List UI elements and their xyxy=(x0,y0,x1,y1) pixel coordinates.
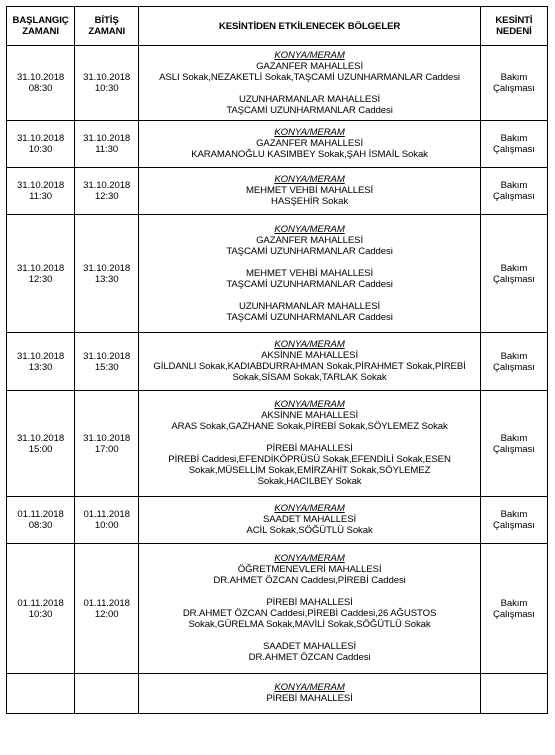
start-time-cell-line: 13:30 xyxy=(28,361,53,373)
end-time-cell-line: 11:30 xyxy=(95,144,119,155)
header-end-line2: ZAMANI xyxy=(88,26,126,37)
start-time-cell xyxy=(7,46,75,121)
region-line: AKSİNNE MAHALLESİ xyxy=(261,350,359,361)
end-time-cell-line: 31.10.2018 xyxy=(83,133,131,144)
header-reason-line1: KESİNTİ xyxy=(495,15,533,26)
start-time-cell xyxy=(7,121,75,168)
reason-cell xyxy=(480,544,547,674)
city-district-label: KONYA/MERAM xyxy=(274,174,345,185)
region-line: ASLI Sokak,NEZAKETLİ Sokak,TAŞCAMİ UZUNHARMANLAR Caddesi xyxy=(159,71,460,83)
city-district-label: KONYA/MERAM xyxy=(274,399,345,410)
region-line: TAŞCAMİ UZUNHARMANLAR Caddesi xyxy=(226,245,393,257)
affected-regions-cell xyxy=(139,544,481,674)
end-time-cell-line: 31.10.2018 xyxy=(83,262,131,274)
table-row xyxy=(7,121,548,168)
city-district-label: KONYA/MERAM xyxy=(274,503,345,514)
region-line: GİLDANLI Sokak,KADIABDURRAHMAN Sokak,PİRAHMET Sokak,PİREBİ xyxy=(153,361,466,372)
end-time-cell-line: 15:30 xyxy=(94,361,119,373)
region-line: ÖĞRETMENEVLERİ MAHALLESİ xyxy=(237,564,382,575)
region-line: MEHMET VEHBİ MAHALLESİ xyxy=(245,267,374,279)
region-line: HASŞEHİR Sokak xyxy=(271,196,349,207)
start-time-cell-line: 31.10.2018 xyxy=(17,350,65,362)
region-line: AKSİNNE MAHALLESİ xyxy=(261,410,359,421)
region-line: ARAS Sokak,GAZHANE Sokak,PİREBİ Sokak,SÖYLEMEZ Sokak xyxy=(171,421,448,432)
affected-regions-cell xyxy=(139,333,481,391)
region-line: PİREBİ Caddesi,EFENDİKÖPRÜSÜ Sokak,EFENDİLİ Sokak,ESEN xyxy=(168,454,451,465)
start-time-cell-line: 08:30 xyxy=(28,520,53,531)
start-time-cell xyxy=(7,674,75,714)
reason-cell xyxy=(480,674,547,714)
affected-regions-cell xyxy=(139,121,481,168)
end-time-cell xyxy=(75,674,139,714)
header-regions-label: KESİNTİDEN ETKİLENECEK BÖLGELER xyxy=(218,20,401,32)
region-line: UZUNHARMANLAR MAHALLESİ xyxy=(238,300,381,312)
reason-cell-line: Çalışması xyxy=(493,144,535,155)
region-line: SAADET MAHALLESİ xyxy=(262,514,357,525)
end-time-cell xyxy=(75,215,139,333)
end-time-cell xyxy=(75,46,139,121)
start-time-cell xyxy=(7,497,75,544)
end-time-cell-line: 13:30 xyxy=(94,273,119,285)
end-time-cell-line: 01.11.2018 xyxy=(83,509,130,520)
reason-cell-line: Bakım xyxy=(500,72,528,83)
reason-cell-line: Bakım xyxy=(500,262,528,274)
spacer xyxy=(143,432,476,443)
end-time-cell-line: 31.10.2018 xyxy=(83,180,131,191)
end-time-cell xyxy=(75,544,139,674)
region-line: GAZANFER MAHALLESİ xyxy=(256,234,364,246)
reason-cell-line: Çalışması xyxy=(493,273,535,285)
region-line: DR.AHMET ÖZCAN Caddesi,PİREBİ Caddesi xyxy=(213,575,406,586)
reason-cell-line: Çalışması xyxy=(493,361,535,373)
header-end-time xyxy=(75,7,139,46)
header-reason xyxy=(480,7,547,46)
affected-regions-cell xyxy=(139,674,481,714)
start-time-cell-line: 31.10.2018 xyxy=(17,262,65,274)
end-time-cell xyxy=(75,497,139,544)
region-line: Sokak,MÜSELLİM Sokak,EMİRZAHİT Sokak,SÖYLEMEZ xyxy=(188,465,431,476)
region-line: GAZANFER MAHALLESİ xyxy=(256,60,364,72)
end-time-cell xyxy=(75,391,139,497)
header-row xyxy=(7,7,548,46)
region-line: Sokak,SİSAM Sokak,TARLAK Sokak xyxy=(232,372,387,383)
affected-regions-cell xyxy=(139,168,481,215)
reason-cell xyxy=(480,168,547,215)
header-start-time xyxy=(7,7,75,46)
end-time-cell xyxy=(75,333,139,391)
reason-cell-line: Çalışması xyxy=(493,83,535,94)
outage-table xyxy=(6,6,548,714)
affected-regions-cell xyxy=(139,215,481,333)
end-time-cell-line: 10:00 xyxy=(94,520,119,531)
spacer xyxy=(143,257,476,268)
region-line: PİREBİ MAHALLESİ xyxy=(266,597,353,608)
spacer xyxy=(143,290,476,301)
region-line: PİREBİ MAHALLESİ xyxy=(266,693,353,704)
header-end-line1: BİTİŞ xyxy=(94,15,119,26)
end-time-cell-line: 10:30 xyxy=(94,83,119,94)
start-time-cell-line: 31.10.2018 xyxy=(17,432,65,444)
start-time-cell xyxy=(7,215,75,333)
start-time-cell xyxy=(7,391,75,497)
city-district-label: KONYA/MERAM xyxy=(274,682,345,693)
reason-cell-line: Bakım xyxy=(500,597,528,609)
region-line: Sokak,GÜRELMA Sokak,MAVİLİ Sokak,SÖĞÜTLÜ Sokak xyxy=(188,619,431,630)
end-time-cell-line: 12:00 xyxy=(94,608,119,620)
reason-cell xyxy=(480,121,547,168)
reason-cell xyxy=(480,333,547,391)
start-time-cell-line: 11:30 xyxy=(29,191,52,202)
spacer xyxy=(143,83,476,94)
region-line: TAŞCAMİ UZUNHARMANLAR Caddesi xyxy=(226,104,393,116)
table-row xyxy=(7,544,548,674)
region-line: DR.AHMET ÖZCAN Caddesi,PİREBİ Caddesi,26 AĞUSTOS xyxy=(182,608,437,619)
table-row xyxy=(7,46,548,121)
reason-cell-line: Bakım xyxy=(500,133,528,144)
start-time-cell-line: 15:00 xyxy=(28,443,53,455)
table-row xyxy=(7,391,548,497)
table-row xyxy=(7,674,548,714)
table-row xyxy=(7,168,548,215)
spacer xyxy=(143,586,476,597)
start-time-cell-line: 10:30 xyxy=(28,608,53,620)
reason-cell-line: Çalışması xyxy=(493,443,535,455)
city-district-label: KONYA/MERAM xyxy=(274,339,345,350)
region-line: MEHMET VEHBİ MAHALLESİ xyxy=(245,185,374,196)
spacer xyxy=(143,630,476,641)
region-line: GAZANFER MAHALLESİ xyxy=(256,138,364,149)
reason-cell xyxy=(480,497,547,544)
end-time-cell-line: 31.10.2018 xyxy=(83,350,131,362)
end-time-cell xyxy=(75,121,139,168)
city-district-label: KONYA/MERAM xyxy=(274,49,345,61)
start-time-cell-line: 08:30 xyxy=(28,83,53,94)
reason-cell-line: Bakım xyxy=(500,432,528,444)
start-time-cell xyxy=(7,168,75,215)
start-time-cell-line: 01.11.2018 xyxy=(17,597,64,609)
region-line: PİREBİ MAHALLESİ xyxy=(266,443,353,454)
region-line: KARAMANOĞLU KASIMBEY Sokak,ŞAH İSMAİL Sokak xyxy=(191,149,428,160)
reason-cell xyxy=(480,46,547,121)
region-line: Sokak,HACILBEY Sokak xyxy=(257,476,362,487)
region-line: TAŞCAMİ UZUNHARMANLAR Caddesi xyxy=(226,311,393,323)
region-line: ACİL Sokak,SÖĞÜTLÜ Sokak xyxy=(246,525,373,536)
region-line: SAADET MAHALLESİ xyxy=(262,641,357,652)
table-row xyxy=(7,333,548,391)
reason-cell-line: Çalışması xyxy=(493,608,535,620)
city-district-label: KONYA/MERAM xyxy=(274,223,345,235)
header-start-line1: BAŞLANGIÇ xyxy=(12,15,69,26)
start-time-cell-line: 10:30 xyxy=(28,144,53,155)
header-reason-line2: NEDENİ xyxy=(496,26,532,37)
start-time-cell-line: 31.10.2018 xyxy=(17,72,65,83)
start-time-cell-line: 31.10.2018 xyxy=(17,180,65,191)
city-district-label: KONYA/MERAM xyxy=(274,553,345,564)
end-time-cell xyxy=(75,168,139,215)
region-line: TAŞCAMİ UZUNHARMANLAR Caddesi xyxy=(226,278,393,290)
region-line: DR.AHMET ÖZCAN Caddesi xyxy=(248,652,371,663)
start-time-cell-line: 01.11.2018 xyxy=(17,509,64,520)
affected-regions-cell xyxy=(139,391,481,497)
end-time-cell-line: 31.10.2018 xyxy=(83,432,131,444)
reason-cell-line: Çalışması xyxy=(493,191,535,202)
table-row xyxy=(7,215,548,333)
reason-cell-line: Bakım xyxy=(500,180,528,191)
end-time-cell-line: 12:30 xyxy=(94,191,119,202)
header-regions xyxy=(139,7,481,46)
end-time-cell-line: 31.10.2018 xyxy=(83,72,131,83)
reason-cell-line: Bakım xyxy=(500,350,528,362)
reason-cell xyxy=(480,391,547,497)
city-district-label: KONYA/MERAM xyxy=(274,127,345,138)
start-time-cell-line: 31.10.2018 xyxy=(17,133,65,144)
table-row xyxy=(7,497,548,544)
reason-cell xyxy=(480,215,547,333)
start-time-cell-line: 12:30 xyxy=(28,273,53,285)
start-time-cell xyxy=(7,333,75,391)
start-time-cell xyxy=(7,544,75,674)
affected-regions-cell xyxy=(139,497,481,544)
reason-cell-line: Bakım xyxy=(500,509,528,520)
region-line: UZUNHARMANLAR MAHALLESİ xyxy=(238,93,381,105)
reason-cell-line: Çalışması xyxy=(493,520,535,531)
affected-regions-cell xyxy=(139,46,481,121)
end-time-cell-line: 17:00 xyxy=(94,443,119,455)
header-start-line2: ZAMANI xyxy=(22,26,59,37)
end-time-cell-line: 01.11.2018 xyxy=(83,597,130,609)
